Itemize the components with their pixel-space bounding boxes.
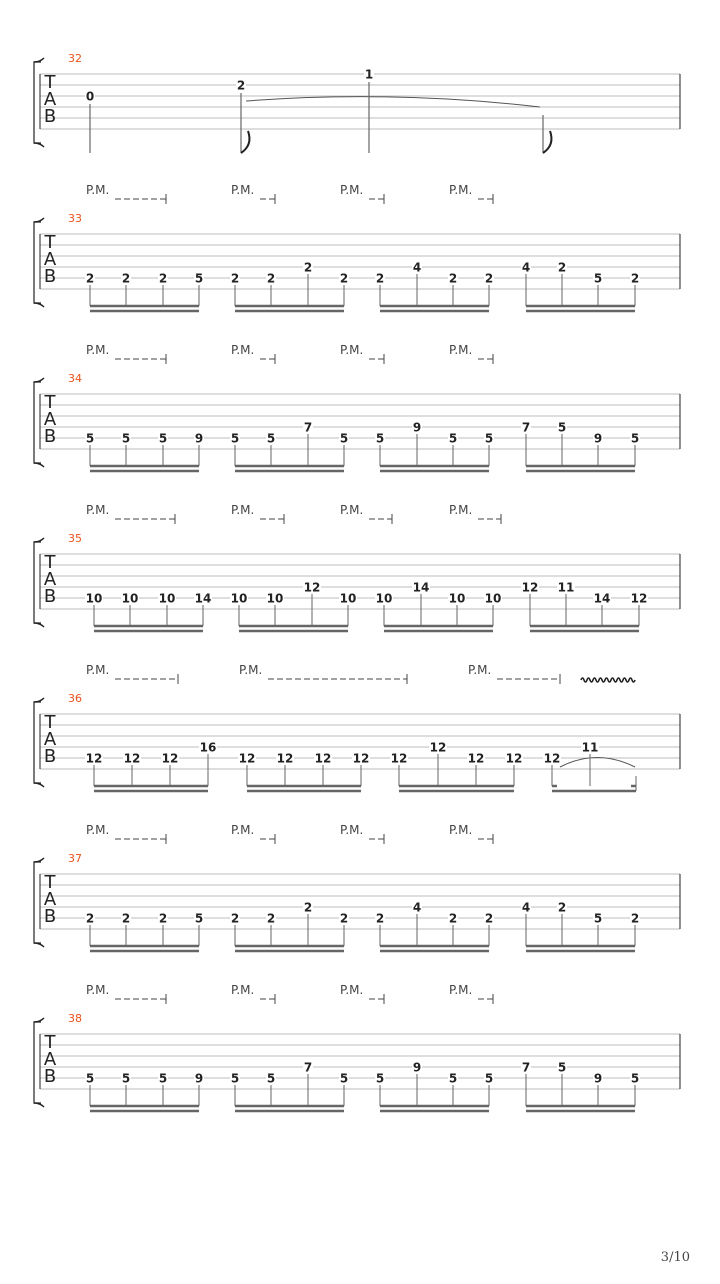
fret-number: 5 — [375, 1071, 385, 1086]
fret-number: 5 — [484, 1071, 494, 1086]
fret-number: 2 — [230, 271, 240, 286]
fret-number: 5 — [375, 431, 385, 446]
fret-number: 2 — [484, 911, 494, 926]
fret-number: 0 — [85, 89, 95, 104]
measure-number: 36 — [68, 692, 82, 705]
fret-number: 5 — [158, 1071, 168, 1086]
fret-number: 12 — [161, 751, 179, 766]
fret-number: 12 — [352, 751, 370, 766]
fret-number: 12 — [505, 751, 523, 766]
fret-number: 10 — [484, 591, 502, 606]
fret-number: 12 — [303, 580, 321, 595]
tab-clef-letter: A — [43, 1049, 57, 1070]
fret-number: 2 — [375, 911, 385, 926]
fret-number: 12 — [314, 751, 332, 766]
palm-mute-label: P.M. — [449, 183, 473, 197]
fret-number: 12 — [467, 751, 485, 766]
fret-number: 2 — [121, 911, 131, 926]
tab-system — [34, 503, 680, 631]
fret-number: 5 — [266, 431, 276, 446]
fret-number: 2 — [339, 271, 349, 286]
fret-number: 4 — [521, 900, 531, 915]
fret-number: 12 — [85, 751, 103, 766]
fret-number: 9 — [412, 1060, 422, 1075]
fret-number: 5 — [230, 431, 240, 446]
fret-number: 2 — [630, 911, 640, 926]
fret-number: 2 — [448, 271, 458, 286]
fret-number: 10 — [158, 591, 176, 606]
fret-number: 2 — [630, 271, 640, 286]
fret-number: 14 — [194, 591, 212, 606]
fret-number: 12 — [390, 751, 408, 766]
bracket-bottom-curl — [34, 303, 44, 307]
tab-clef-letter: T — [44, 872, 56, 893]
palm-mute-label: P.M. — [231, 343, 255, 357]
fret-number: 5 — [230, 1071, 240, 1086]
fret-number: 5 — [557, 420, 567, 435]
fret-number: 5 — [121, 1071, 131, 1086]
palm-mute-label: P.M. — [231, 503, 255, 517]
fret-number: 2 — [303, 900, 313, 915]
tab-clef-letter: B — [43, 106, 57, 127]
fret-number: 2 — [448, 911, 458, 926]
palm-mute-label: P.M. — [340, 823, 364, 837]
measure-number: 33 — [68, 212, 82, 225]
fret-number: 12 — [521, 580, 539, 595]
fret-number: 2 — [303, 260, 313, 275]
tab-system — [34, 663, 680, 791]
tab-system — [34, 983, 680, 1111]
fret-number: 7 — [521, 420, 531, 435]
fret-number: 14 — [593, 591, 611, 606]
tab-clef-letter: B — [43, 906, 57, 927]
fret-number: 5 — [85, 431, 95, 446]
tab-clef-letter: T — [44, 232, 56, 253]
bracket-top-curl — [34, 378, 44, 382]
tab-system — [34, 52, 680, 153]
fret-number: 14 — [412, 580, 430, 595]
bracket-top-curl — [34, 858, 44, 862]
palm-mute-label: P.M. — [86, 183, 110, 197]
fret-number: 10 — [448, 591, 466, 606]
tab-clef-letter: A — [43, 569, 57, 590]
tab-clef-letter: T — [44, 1032, 56, 1053]
palm-mute-label: P.M. — [239, 663, 263, 677]
bracket-bottom-curl — [34, 463, 44, 467]
fret-number: 9 — [412, 420, 422, 435]
fret-number: 10 — [339, 591, 357, 606]
tie-arc — [246, 97, 540, 107]
palm-mute-label: P.M. — [231, 823, 255, 837]
bracket-top-curl — [34, 1018, 44, 1022]
fret-number: 5 — [339, 1071, 349, 1086]
fret-number: 10 — [230, 591, 248, 606]
palm-mute-label: P.M. — [340, 983, 364, 997]
tab-clef-letter: B — [43, 426, 57, 447]
fret-number: 10 — [266, 591, 284, 606]
bracket-bottom-curl — [34, 143, 44, 147]
fret-number: 10 — [85, 591, 103, 606]
fret-number: 2 — [85, 911, 95, 926]
fret-number: 1 — [364, 67, 374, 82]
tab-system — [34, 343, 680, 471]
tab-clef-letter: A — [43, 729, 57, 750]
fret-number: 9 — [593, 431, 603, 446]
palm-mute-label: P.M. — [449, 343, 473, 357]
fret-number: 9 — [194, 431, 204, 446]
palm-mute-label: P.M. — [340, 343, 364, 357]
palm-mute-label: P.M. — [449, 823, 473, 837]
vibrato-mark — [581, 678, 635, 682]
bracket-top-curl — [34, 58, 44, 62]
page-number: 3/10 — [660, 1250, 690, 1265]
bracket-top-curl — [34, 698, 44, 702]
palm-mute-label: P.M. — [86, 503, 110, 517]
fret-number: 9 — [593, 1071, 603, 1086]
palm-mute-label: P.M. — [449, 983, 473, 997]
palm-mute-label: P.M. — [231, 983, 255, 997]
fret-number: 12 — [276, 751, 294, 766]
tab-clef-letter: B — [43, 746, 57, 767]
fret-number: 5 — [194, 271, 204, 286]
fret-number: 5 — [194, 911, 204, 926]
tab-system — [34, 823, 680, 951]
fret-number: 12 — [543, 751, 561, 766]
fret-number: 5 — [158, 431, 168, 446]
fret-number: 2 — [557, 260, 567, 275]
fret-number: 2 — [121, 271, 131, 286]
measure-number: 32 — [68, 52, 82, 65]
fret-number: 5 — [339, 431, 349, 446]
palm-mute-label: P.M. — [86, 343, 110, 357]
fret-number: 7 — [303, 420, 313, 435]
palm-mute-label: P.M. — [86, 983, 110, 997]
fret-number: 2 — [158, 911, 168, 926]
fret-number: 5 — [557, 1060, 567, 1075]
fret-number: 4 — [412, 900, 422, 915]
fret-number: 5 — [448, 1071, 458, 1086]
fret-number: 5 — [630, 1071, 640, 1086]
tab-system — [34, 183, 680, 311]
fret-number: 5 — [593, 271, 603, 286]
fret-number: 5 — [448, 431, 458, 446]
fret-number: 4 — [412, 260, 422, 275]
palm-mute-label: P.M. — [86, 823, 110, 837]
fret-number: 5 — [630, 431, 640, 446]
fret-number: 5 — [266, 1071, 276, 1086]
tab-clef-letter: T — [44, 392, 56, 413]
palm-mute-label: P.M. — [340, 503, 364, 517]
bracket-bottom-curl — [34, 783, 44, 787]
fret-number: 7 — [521, 1060, 531, 1075]
fret-number: 2 — [266, 911, 276, 926]
tab-clef-letter: A — [43, 249, 57, 270]
fret-number: 9 — [194, 1071, 204, 1086]
tab-clef-letter: T — [44, 552, 56, 573]
fret-number: 16 — [199, 740, 217, 755]
fret-number: 4 — [521, 260, 531, 275]
fret-number: 5 — [85, 1071, 95, 1086]
bracket-top-curl — [34, 218, 44, 222]
tab-clef-letter: T — [44, 712, 56, 733]
fret-number: 10 — [375, 591, 393, 606]
bracket-bottom-curl — [34, 943, 44, 947]
tab-clef-letter: A — [43, 89, 57, 110]
fret-number: 7 — [303, 1060, 313, 1075]
palm-mute-label: P.M. — [468, 663, 492, 677]
tab-clef-letter: A — [43, 889, 57, 910]
tie-arc — [560, 758, 635, 768]
palm-mute-label: P.M. — [449, 503, 473, 517]
fret-number: 2 — [557, 900, 567, 915]
tab-clef-letter: T — [44, 72, 56, 93]
fret-number: 11 — [581, 740, 599, 755]
tab-clef-letter: B — [43, 1066, 57, 1087]
fret-number: 11 — [557, 580, 575, 595]
bracket-bottom-curl — [34, 1103, 44, 1107]
tab-clef-letter: A — [43, 409, 57, 430]
fret-number: 12 — [429, 740, 447, 755]
fret-number: 10 — [121, 591, 139, 606]
measure-number: 34 — [68, 372, 82, 385]
fret-number: 12 — [238, 751, 256, 766]
fret-number: 5 — [121, 431, 131, 446]
measure-number: 38 — [68, 1012, 82, 1025]
measure-number: 37 — [68, 852, 82, 865]
fret-number: 2 — [339, 911, 349, 926]
fret-number: 12 — [630, 591, 648, 606]
fret-number: 5 — [484, 431, 494, 446]
eighth-flag — [543, 131, 551, 153]
tab-clef-letter: B — [43, 266, 57, 287]
fret-number: 2 — [85, 271, 95, 286]
fret-number: 2 — [236, 78, 246, 93]
bracket-bottom-curl — [34, 623, 44, 627]
fret-number: 2 — [230, 911, 240, 926]
fret-number: 2 — [484, 271, 494, 286]
fret-number: 12 — [123, 751, 141, 766]
fret-number: 5 — [593, 911, 603, 926]
fret-number: 2 — [158, 271, 168, 286]
bracket-top-curl — [34, 538, 44, 542]
palm-mute-label: P.M. — [340, 183, 364, 197]
measure-number: 35 — [68, 532, 82, 545]
palm-mute-label: P.M. — [231, 183, 255, 197]
fret-number: 2 — [375, 271, 385, 286]
palm-mute-label: P.M. — [86, 663, 110, 677]
eighth-flag — [241, 131, 249, 153]
tab-clef-letter: B — [43, 586, 57, 607]
fret-number: 2 — [266, 271, 276, 286]
